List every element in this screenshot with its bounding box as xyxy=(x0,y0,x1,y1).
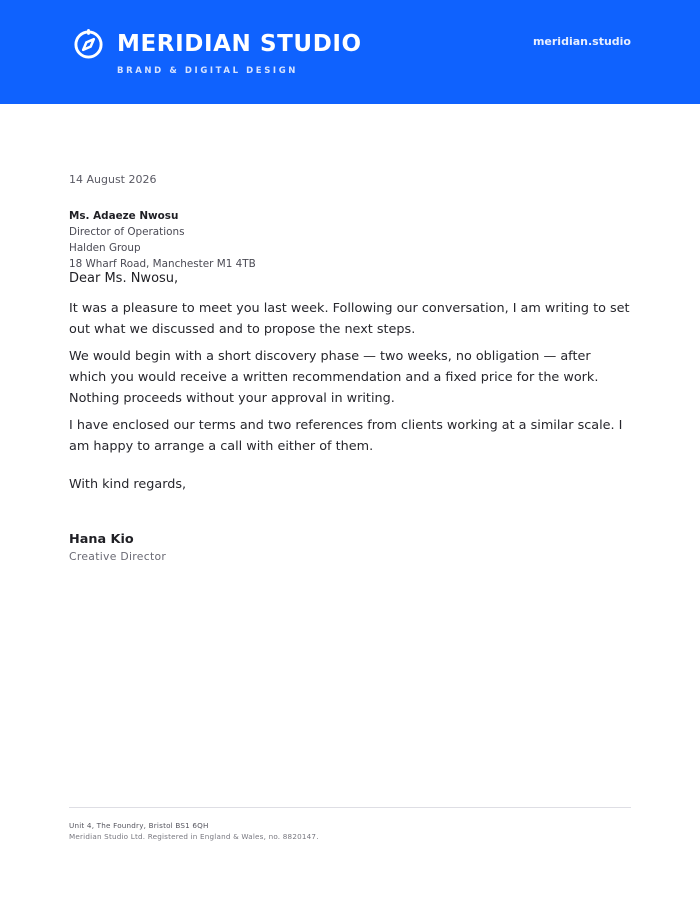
letter-paragraphs xyxy=(69,298,631,463)
brand-name: MERIDIAN STUDIO xyxy=(117,31,362,57)
recipient-address: 18 Wharf Road, Manchester M1 4TB xyxy=(69,258,256,270)
brand-tagline: BRAND & DIGITAL DESIGN xyxy=(117,66,298,76)
letter-date: 14 August 2026 xyxy=(69,173,157,186)
letterhead-banner xyxy=(0,0,700,104)
paragraph: I have enclosed our terms and two references from clients working at a similar scale. I am happy to arrange a call with either of them. xyxy=(69,418,623,454)
compass-icon xyxy=(73,29,104,60)
website-link[interactable]: meridian.studio xyxy=(532,35,631,48)
signer-title: Creative Director xyxy=(69,550,167,563)
recipient-company: Halden Group xyxy=(69,242,141,254)
recipient-block xyxy=(69,208,256,272)
salutation: Dear Ms. Nwosu, xyxy=(69,271,179,286)
signer-name: Hana Kio xyxy=(69,532,134,547)
paragraph: It was a pleasure to meet you last week. Following our conversation, I am writing to set out what we discussed and to propose the next steps. xyxy=(69,301,630,337)
recipient-title: Director of Operations xyxy=(69,226,185,238)
footer-address: Unit 4, The Foundry, Bristol BS1 6QH xyxy=(69,821,209,830)
paragraph: We would begin with a short discovery phase — two weeks, no obligation — after which you would receive a written recommendation and a fixed price for the work. Nothing proceeds without your approval in writing. xyxy=(69,349,599,406)
recipient-name: Ms. Adaeze Nwosu xyxy=(69,210,179,222)
footer-legal: Meridian Studio Ltd. Registered in England & Wales, no. 8820147. xyxy=(69,832,319,841)
footer-divider xyxy=(69,807,631,808)
closing: With kind regards, xyxy=(69,477,187,492)
